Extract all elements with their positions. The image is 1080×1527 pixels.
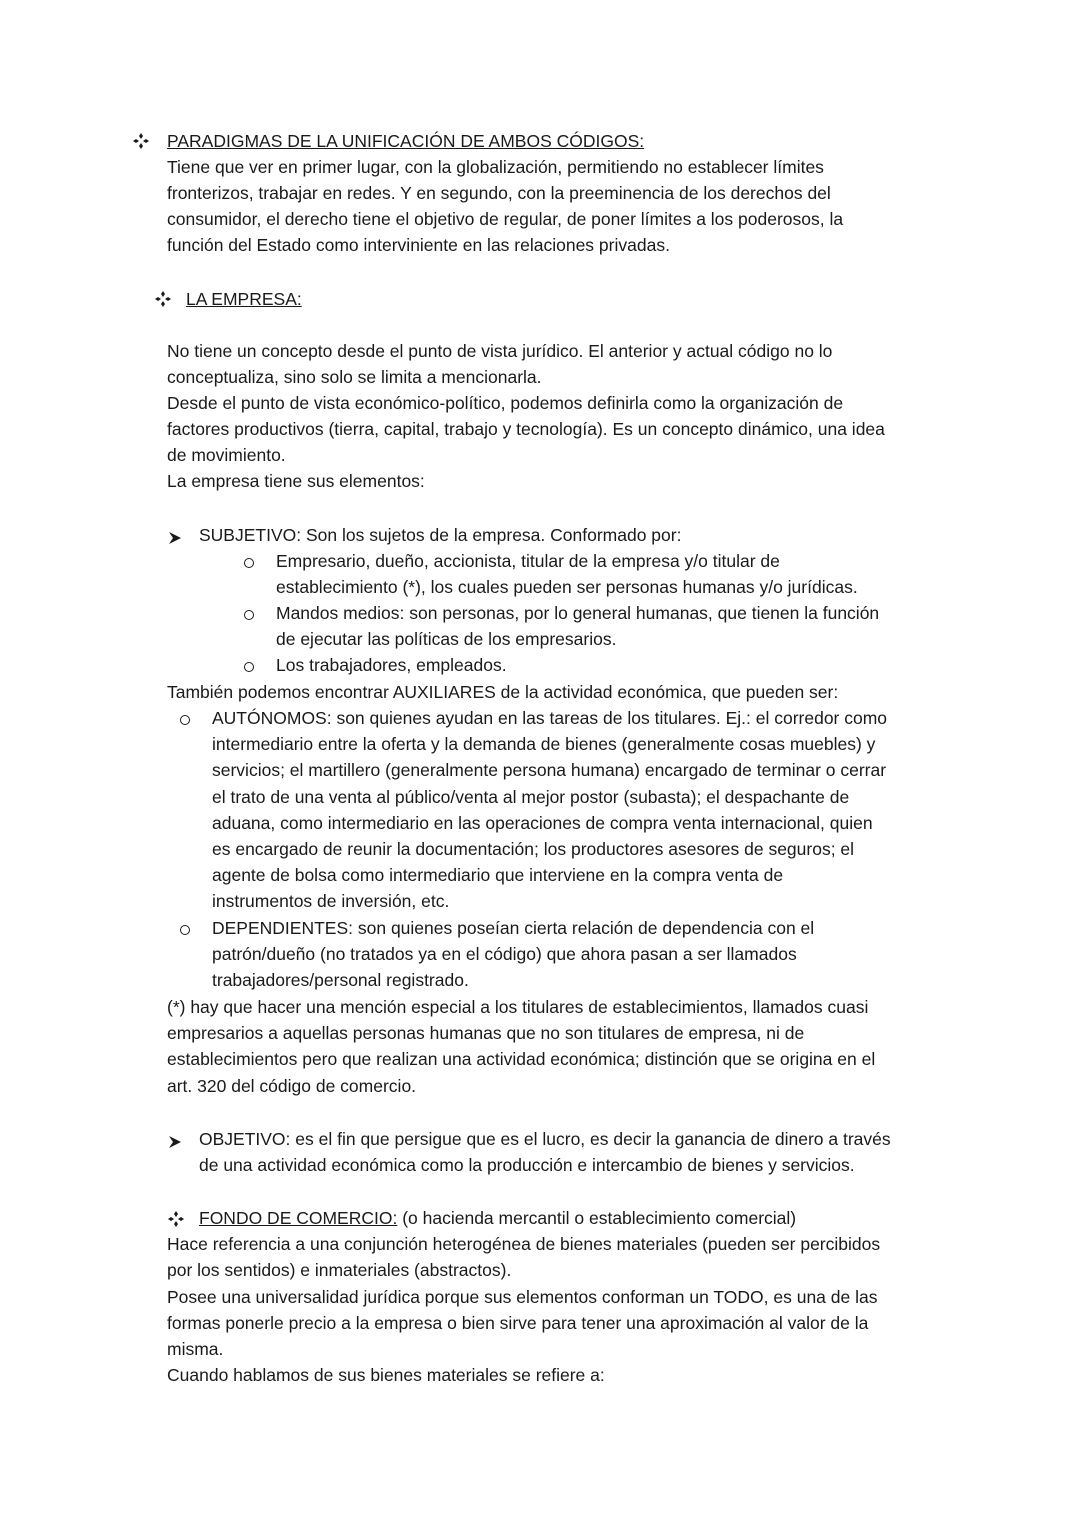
subsection-heading: SUBJETIVO: Son los sujetos de la empresa. Conformado por:: [199, 525, 682, 545]
list-item-line: aduana, como intermediario en las operaciones de compra venta internacional, quien: [212, 813, 873, 833]
circle-bullet-icon: [180, 925, 190, 935]
section-heading: PARADIGMAS DE LA UNIFICACIÓN DE AMBOS CÓDIGOS:: [167, 131, 645, 151]
paragraph-line: Tiene que ver en primer lugar, con la globalización, permitiendo no establecer límites: [167, 157, 824, 177]
list-item-line: Mandos medios: son personas, por lo general humanas, que tienen la función: [276, 603, 880, 623]
section-heading-suffix: (o hacienda mercantil o establecimiento comercial): [397, 1208, 797, 1228]
diamond-bullet-icon: [155, 291, 171, 307]
note-line: establecimientos pero que realizan una actividad económica; distinción que se origina en el: [167, 1049, 876, 1069]
paragraph-line: No tiene un concepto desde el punto de vista jurídico. El anterior y actual código no lo: [167, 341, 833, 361]
list-item-line: establecimiento (*), los cuales pueden ser personas humanas y/o jurídicas.: [276, 577, 858, 597]
list-item-line: servicios; el martillero (generalmente persona humana) encargado de terminar o cerrar: [212, 760, 887, 780]
paragraph-line: de movimiento.: [167, 445, 286, 465]
subsection-heading: OBJETIVO: es el fin que persigue que es el lucro, es decir la ganancia de dinero a través: [199, 1129, 891, 1149]
paragraph-line: La empresa tiene sus elementos:: [167, 471, 425, 491]
list-item-line: AUTÓNOMOS: son quienes ayudan en las tareas de los titulares. Ej.: el corredor como: [212, 708, 888, 728]
paragraph-line: formas ponerle precio a la empresa o bien sirve para tener una aproximación al valor de la: [167, 1313, 869, 1333]
list-item-line: Los trabajadores, empleados.: [276, 655, 507, 675]
section-heading-row: [199, 1205, 796, 1231]
paragraph-line: También podemos encontrar AUXILIARES de la actividad económica, que pueden ser:: [167, 682, 839, 702]
section-heading: LA EMPRESA:: [186, 289, 302, 309]
paragraph-line: conceptualiza, sino solo se limita a mencionarla.: [167, 367, 542, 387]
list-item-line: agente de bolsa como intermediario que interviene en la compra venta de: [212, 865, 784, 885]
note-line: (*) hay que hacer una mención especial a los titulares de establecimientos, llamados cuasi: [167, 997, 869, 1017]
list-item-line: Empresario, dueño, accionista, titular de la empresa y/o titular de: [276, 551, 780, 571]
paragraph-line: fronterizos, trabajar en redes. Y en segundo, con la preeminencia de los derechos del: [167, 183, 831, 203]
paragraph-line: consumidor, el derecho tiene el objetivo de regular, de poner límites a los poderosos, la: [167, 209, 844, 229]
section-heading: FONDO DE COMERCIO:: [199, 1208, 398, 1228]
paragraph-line: factores productivos (tierra, capital, trabajo y tecnología). Es un concepto dinámico, una idea: [167, 419, 885, 439]
circle-bullet-icon: [244, 662, 254, 672]
list-item-line: el trato de una venta al público/venta al mejor postor (subasta); el despachante de: [212, 787, 850, 807]
list-item-line: intermediario entre la oferta y la demanda de bienes (generalmente cosas muebles) y: [212, 734, 876, 754]
diamond-bullet-icon: [133, 133, 149, 149]
paragraph-line: Cuando hablamos de sus bienes materiales se refiere a:: [167, 1365, 605, 1385]
list-item-line: instrumentos de inversión, etc.: [212, 891, 450, 911]
arrow-bullet-icon: [168, 1133, 182, 1147]
diamond-bullet-icon: [168, 1211, 184, 1227]
list-item-line: es encargado de reunir la documentación; los productores asesores de seguros; el: [212, 839, 855, 859]
circle-bullet-icon: [244, 610, 254, 620]
circle-bullet-icon: [244, 558, 254, 568]
list-item-line: DEPENDIENTES: son quienes poseían cierta relación de dependencia con el: [212, 918, 815, 938]
paragraph-line: función del Estado como interviniente en las relaciones privadas.: [167, 235, 670, 255]
paragraph-line: Hace referencia a una conjunción heterogénea de bienes materiales (pueden ser percibidos: [167, 1234, 881, 1254]
list-item-line: de ejecutar las políticas de los empresarios.: [276, 629, 617, 649]
note-line: art. 320 del código de comercio.: [167, 1076, 417, 1096]
arrow-bullet-icon: [168, 529, 182, 543]
list-item-line: patrón/dueño (no tratados ya en el código) que ahora pasan a ser llamados: [212, 944, 797, 964]
paragraph-line: misma.: [167, 1339, 224, 1359]
list-item-line: trabajadores/personal registrado.: [212, 970, 469, 990]
paragraph-line: Desde el punto de vista económico-político, podemos definirla como la organización de: [167, 393, 844, 413]
paragraph-line: por los sentidos) e inmateriales (abstractos).: [167, 1260, 512, 1280]
note-line: empresarios a aquellas personas humanas que no son titulares de empresa, ni de: [167, 1023, 805, 1043]
paragraph-line: de una actividad económica como la producción e intercambio de bienes y servicios.: [199, 1155, 855, 1175]
circle-bullet-icon: [180, 715, 190, 725]
paragraph-line: Posee una universalidad jurídica porque sus elementos conforman un TODO, es una de las: [167, 1287, 878, 1307]
